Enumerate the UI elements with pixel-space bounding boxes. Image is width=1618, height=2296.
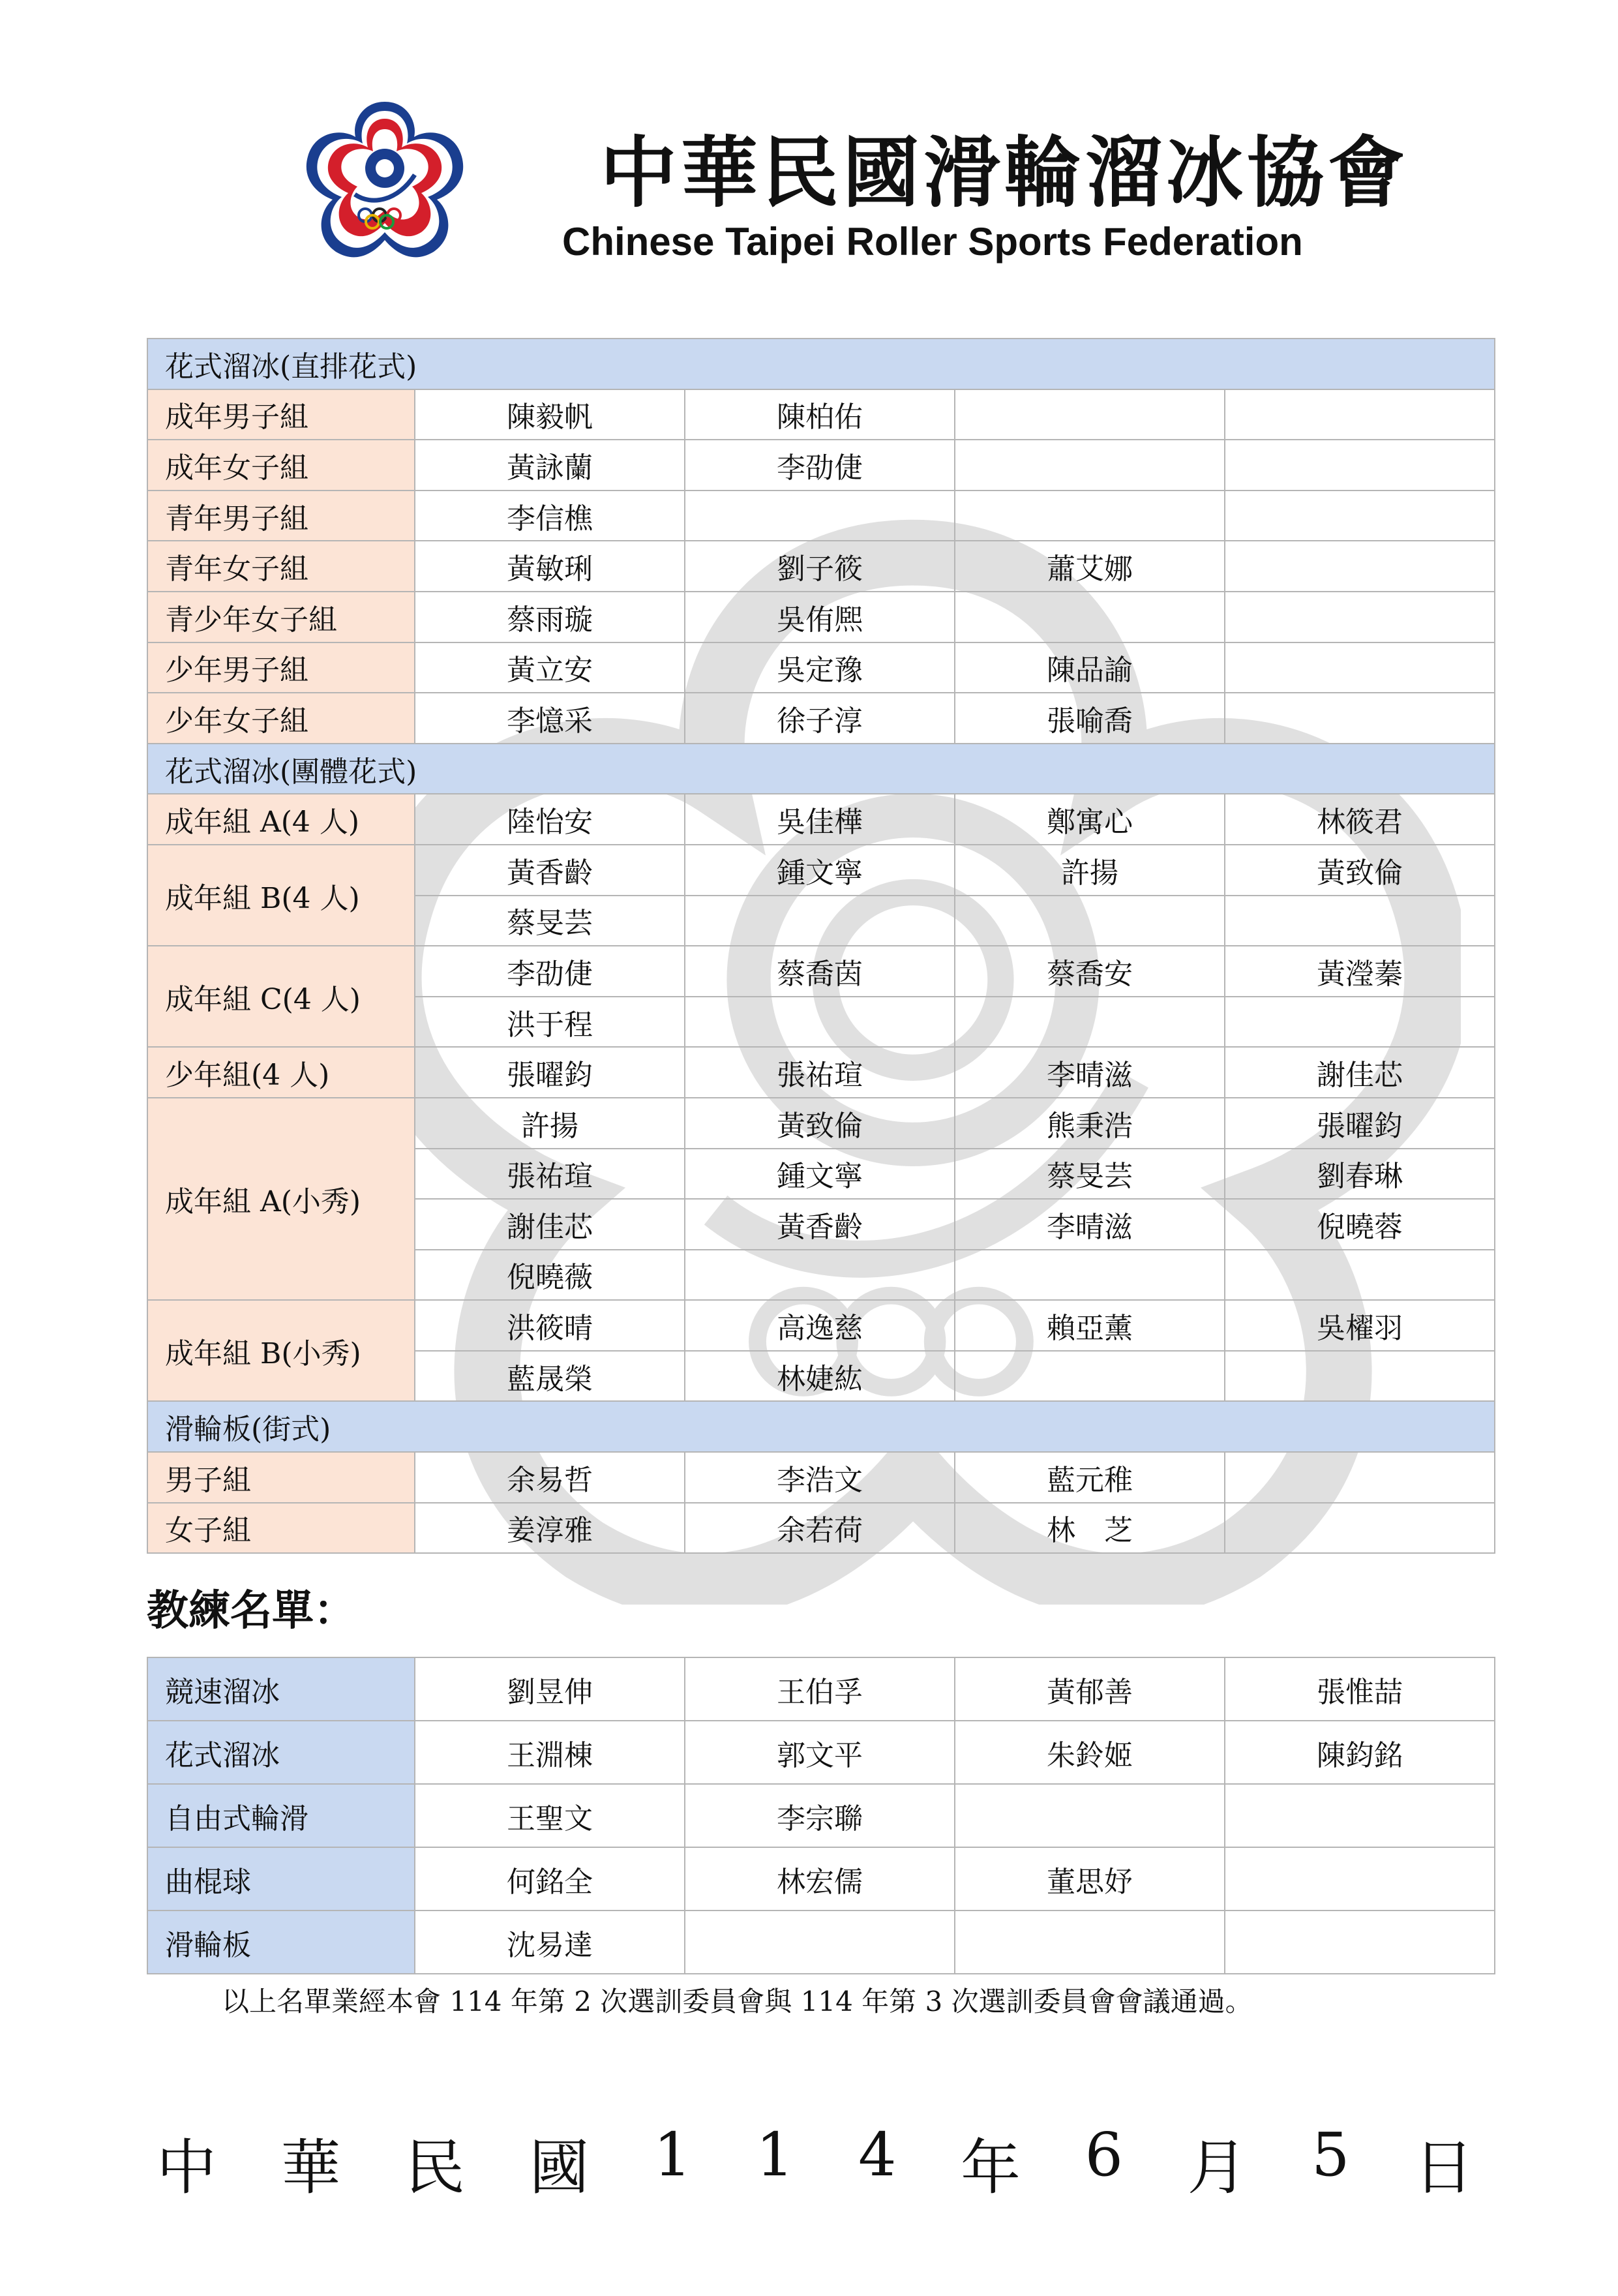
athlete-name: 謝佳芯 — [1225, 1047, 1495, 1098]
athlete-name: 黃詠蘭 — [415, 440, 685, 491]
coach-name: 張惟喆 — [1225, 1657, 1495, 1721]
athlete-name — [955, 1250, 1225, 1301]
category-cell: 成年男子組 — [147, 389, 415, 440]
athlete-name: 李晴滋 — [955, 1047, 1225, 1098]
table-row — [147, 794, 1495, 845]
athlete-name — [955, 389, 1225, 440]
category-cell: 少年組(4 人) — [147, 1047, 415, 1098]
category-cell: 成年組 B(小秀) — [147, 1300, 415, 1401]
athlete-name — [955, 896, 1225, 946]
coach-name: 黃郁善 — [955, 1657, 1225, 1721]
athlete-name: 徐子淳 — [685, 693, 955, 744]
coach-list-heading: 教練名單： — [147, 1586, 355, 1635]
section-title: 花式溜冰(團體花式) — [147, 744, 1495, 794]
table-row — [147, 946, 1495, 997]
athlete-name: 謝佳芯 — [415, 1199, 685, 1250]
category-cell: 成年組 A(4 人) — [147, 794, 415, 845]
coach-name: 王聖文 — [415, 1784, 685, 1847]
athlete-name: 黃致倫 — [685, 1098, 955, 1149]
coach-name: 劉昱伸 — [415, 1657, 685, 1721]
roster-table — [147, 338, 1495, 1554]
athlete-name — [685, 491, 955, 541]
athlete-name — [685, 1250, 955, 1301]
date-char: 6 — [1085, 2120, 1124, 2190]
table-row — [147, 592, 1495, 642]
athlete-name: 張曜鈞 — [415, 1047, 685, 1098]
table-row — [147, 440, 1495, 491]
athlete-name: 倪曉薇 — [415, 1250, 685, 1301]
athlete-name: 吳佳樺 — [685, 794, 955, 845]
coach-name: 郭文平 — [685, 1721, 955, 1784]
athlete-name: 李劭倢 — [415, 946, 685, 997]
athlete-name: 藍晟榮 — [415, 1351, 685, 1402]
date-char: 華 — [280, 2133, 341, 2203]
athlete-name: 藍元稚 — [955, 1452, 1225, 1503]
athlete-name: 黃瀅蓁 — [1225, 946, 1495, 997]
table-row — [147, 1098, 1495, 1149]
table-row — [147, 693, 1495, 744]
athlete-name: 鄭寓心 — [955, 794, 1225, 845]
table-row — [147, 1452, 1495, 1503]
logo-sun — [376, 159, 394, 177]
category-cell: 少年女子組 — [147, 693, 415, 744]
coach-name: 朱鈴姬 — [955, 1721, 1225, 1784]
athlete-name: 張祐瑄 — [685, 1047, 955, 1098]
athlete-name: 姜淳雅 — [415, 1503, 685, 1554]
athlete-name: 黃立安 — [415, 642, 685, 693]
table-row — [147, 541, 1495, 592]
coach-name: 陳鈞銘 — [1225, 1721, 1495, 1784]
athlete-name — [1225, 1250, 1495, 1301]
date-char: 5 — [1311, 2120, 1350, 2190]
date-char: 日 — [1413, 2133, 1474, 2203]
federation-name-chinese: 中華民國滑輪溜冰協會 — [600, 127, 1409, 218]
athlete-name: 余易哲 — [415, 1452, 685, 1503]
athlete-name: 劉子筱 — [685, 541, 955, 592]
category-cell: 青少年女子組 — [147, 592, 415, 642]
section-title: 滑輪板(街式) — [147, 1401, 1495, 1452]
section-title: 花式溜冰(直排花式) — [147, 339, 1495, 389]
athlete-name — [1225, 541, 1495, 592]
category-cell: 成年女子組 — [147, 440, 415, 491]
date-char: 1 — [653, 2120, 692, 2190]
athlete-name: 林 芝 — [955, 1503, 1225, 1554]
athlete-name: 陳毅帆 — [415, 389, 685, 440]
date-char: 年 — [960, 2133, 1021, 2203]
athlete-name: 黃香齡 — [415, 845, 685, 896]
coach-category: 曲棍球 — [147, 1847, 415, 1911]
table-row — [147, 1657, 1495, 1721]
athlete-name — [1225, 592, 1495, 642]
coach-name — [1225, 1847, 1495, 1911]
date-char: 中 — [157, 2133, 217, 2203]
athlete-name: 李憶采 — [415, 693, 685, 744]
section-row — [147, 339, 1495, 389]
athlete-name: 林筱君 — [1225, 794, 1495, 845]
coach-name: 沈易達 — [415, 1911, 685, 1974]
athlete-name: 余若荷 — [685, 1503, 955, 1554]
category-cell: 男子組 — [147, 1452, 415, 1503]
athlete-name — [955, 440, 1225, 491]
athlete-name — [955, 1351, 1225, 1402]
coach-name — [1225, 1911, 1495, 1974]
athlete-name — [1225, 1351, 1495, 1402]
athlete-name: 洪筱晴 — [415, 1300, 685, 1351]
coach-name: 王伯孚 — [685, 1657, 955, 1721]
date-char: 1 — [755, 2120, 794, 2190]
table-row — [147, 642, 1495, 693]
document-date — [157, 2120, 1474, 2206]
athlete-name: 蔡喬茵 — [685, 946, 955, 997]
athlete-name: 鍾文寧 — [685, 845, 955, 896]
date-char: 4 — [858, 2120, 897, 2190]
athlete-name — [1225, 389, 1495, 440]
coach-name: 李宗聯 — [685, 1784, 955, 1847]
athlete-name: 蔡旻芸 — [955, 1149, 1225, 1200]
athlete-name: 張祐瑄 — [415, 1149, 685, 1200]
section-row — [147, 744, 1495, 794]
table-row — [147, 1503, 1495, 1554]
athlete-name: 蔡雨璇 — [415, 592, 685, 642]
coach-table — [147, 1657, 1495, 1974]
coach-name — [955, 1784, 1225, 1847]
category-cell: 成年組 B(4 人) — [147, 845, 415, 946]
athlete-name: 洪于程 — [415, 997, 685, 1048]
athlete-name: 黃敏琍 — [415, 541, 685, 592]
coach-name — [955, 1911, 1225, 1974]
athlete-name: 許揚 — [415, 1098, 685, 1149]
approval-note: 以上名單業經本會 114 年第 2 次選訓委員會與 114 年第 3 次選訓委員會會議通過。 — [222, 1986, 1253, 2017]
coach-name — [1225, 1784, 1495, 1847]
athlete-name — [955, 491, 1225, 541]
coach-category: 競速溜冰 — [147, 1657, 415, 1721]
athlete-name: 李浩文 — [685, 1452, 955, 1503]
table-row — [147, 1911, 1495, 1974]
athlete-name: 李晴滋 — [955, 1199, 1225, 1250]
athlete-name: 蔡旻芸 — [415, 896, 685, 946]
athlete-name — [1225, 1452, 1495, 1503]
athlete-name: 陳柏佑 — [685, 389, 955, 440]
coach-category: 滑輪板 — [147, 1911, 415, 1974]
athlete-name: 吳定豫 — [685, 642, 955, 693]
athlete-name: 陳品諭 — [955, 642, 1225, 693]
table-row — [147, 1047, 1495, 1098]
athlete-name — [685, 896, 955, 946]
athlete-name: 李劭倢 — [685, 440, 955, 491]
athlete-name — [1225, 440, 1495, 491]
athlete-name: 黃香齡 — [685, 1199, 955, 1250]
athlete-name: 吳侑熈 — [685, 592, 955, 642]
table-row — [147, 389, 1495, 440]
athlete-name: 蕭艾娜 — [955, 541, 1225, 592]
date-char: 月 — [1187, 2133, 1248, 2203]
table-row — [147, 1300, 1495, 1351]
table-row — [147, 845, 1495, 896]
athlete-name — [1225, 642, 1495, 693]
athlete-name: 吳櫂羽 — [1225, 1300, 1495, 1351]
athlete-name — [1225, 491, 1495, 541]
table-row — [147, 1847, 1495, 1911]
coach-name: 林宏儒 — [685, 1847, 955, 1911]
athlete-name: 黃致倫 — [1225, 845, 1495, 896]
coach-name: 王淵棟 — [415, 1721, 685, 1784]
athlete-name: 賴亞薰 — [955, 1300, 1225, 1351]
athlete-name: 熊秉浩 — [955, 1098, 1225, 1149]
category-cell: 女子組 — [147, 1503, 415, 1554]
coach-category: 自由式輪滑 — [147, 1784, 415, 1847]
date-char: 國 — [529, 2133, 590, 2203]
athlete-name: 高逸慈 — [685, 1300, 955, 1351]
coach-category: 花式溜冰 — [147, 1721, 415, 1784]
date-char: 民 — [404, 2133, 465, 2203]
table-row — [147, 1784, 1495, 1847]
category-cell: 成年組 C(4 人) — [147, 946, 415, 1047]
athlete-name — [955, 997, 1225, 1048]
table-row — [147, 1721, 1495, 1784]
athlete-name: 李信樵 — [415, 491, 685, 541]
athlete-name: 陸怡安 — [415, 794, 685, 845]
athlete-name: 張曜鈞 — [1225, 1098, 1495, 1149]
athlete-name — [955, 592, 1225, 642]
athlete-name: 劉春琳 — [1225, 1149, 1495, 1200]
coach-name: 何銘全 — [415, 1847, 685, 1911]
federation-logo — [300, 97, 470, 266]
athlete-name — [1225, 896, 1495, 946]
athlete-name — [1225, 693, 1495, 744]
category-cell: 青年男子組 — [147, 491, 415, 541]
coach-name: 董思妤 — [955, 1847, 1225, 1911]
category-cell: 少年男子組 — [147, 642, 415, 693]
athlete-name — [1225, 997, 1495, 1048]
athlete-name — [685, 997, 955, 1048]
athlete-name — [1225, 1503, 1495, 1554]
athlete-name: 蔡喬安 — [955, 946, 1225, 997]
federation-name-english: Chinese Taipei Roller Sports Federation — [562, 220, 1303, 264]
category-cell: 成年組 A(小秀) — [147, 1098, 415, 1300]
table-row — [147, 491, 1495, 541]
coach-name — [685, 1911, 955, 1974]
athlete-name: 許揚 — [955, 845, 1225, 896]
athlete-name: 倪曉蓉 — [1225, 1199, 1495, 1250]
section-row — [147, 1401, 1495, 1452]
category-cell: 青年女子組 — [147, 541, 415, 592]
athlete-name: 張喻喬 — [955, 693, 1225, 744]
athlete-name: 林婕紘 — [685, 1351, 955, 1402]
athlete-name: 鍾文寧 — [685, 1149, 955, 1200]
